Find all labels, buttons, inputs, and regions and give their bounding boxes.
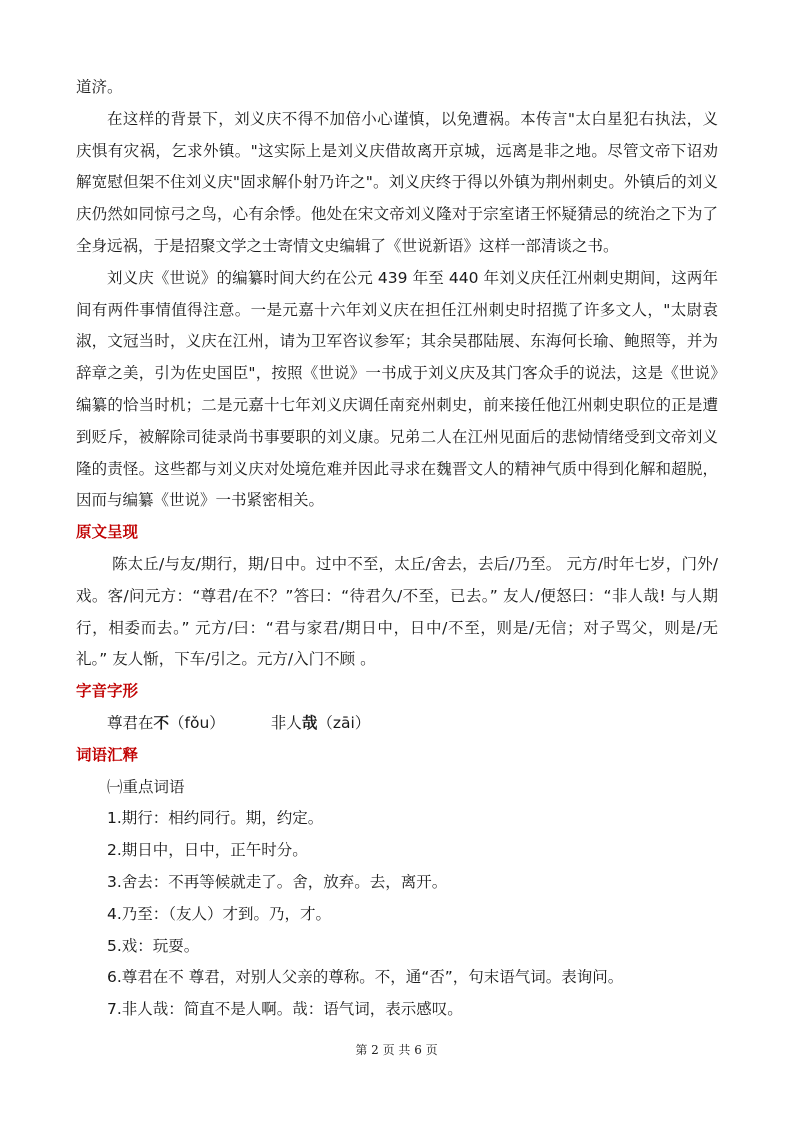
paragraph-1: 道济。 [76,78,123,96]
paragraph-2: 在这样的背景下，刘义庆不得不加倍小心谨慎，以免遭祸。本传言"太白星犯右执法，义庆惧有灾祸，乞求外镇。"这实际上是刘义庆借故离开京城，远离是非之地。尽管文帝下诏劝解宽慰但架不住刘义庆"固求解仆射乃许之"。刘义庆终于得以外镇为荆州刺史。外镇后的刘义庆仍然如同惊弓之鸟，心有余悸。他处在宋文帝刘义隆对于宗室诸王怀疑猜忌的统治之下为了全身远祸，于是招聚文学之士寄情文史编辑了《世说新语》这样一部清谈之书。 [76,109,718,255]
pronunciation-item-1-char: 不 [153,713,170,732]
pronunciation-item-2-text: 非人 [270,713,302,732]
vocabulary-item: 3.舍去：不再等候就走了。舍，放弃。去，离开。 [107,872,448,891]
vocabulary-item: 5.戏：玩耍。 [107,936,200,955]
pronunciation-item-1-pinyin: （fǒu） [169,713,225,732]
heading-original-text: 原文呈现 [76,523,139,542]
heading-pronunciation: 字音字形 [76,682,139,701]
pronunciation-row [76,708,718,740]
vocabulary-item: 6.尊君在不 尊君，对别人父亲的尊称。不，通“否”，句末语气词。表询问。 [107,968,624,987]
vocabulary-subheading: ㈠重点词语 [107,777,185,796]
vocabulary-item: 2.期日中，日中，正午时分。 [107,841,308,860]
vocabulary-item: 7.非人哉：简直不是人啊。哉：语气词，表示感叹。 [107,1000,463,1019]
pronunciation-item-1-text: 尊君在 [107,713,154,732]
document-body [76,72,718,1026]
pronunciation-item-2-char: 哉 [301,713,318,732]
pronunciation-item-2-pinyin: （zāi） [317,713,371,732]
vocabulary-item: 4.乃至：（友人）才到。乃，才。 [107,904,332,923]
paragraph-3: 刘义庆《世说》的编纂时间大约在公元 439 年至 440 年刘义庆任江州刺史期间，这两年间有两件事情值得注意。一是元嘉十六年刘义庆在担任江州刺史时招揽了许多文人，"太尉袁淑，文冠当时，义庆在江州，请为卫军咨议参军；其余吴郡陆展、东海何长瑜、鲍照等，并为辞章之美，引为佐史国臣"，按照《世说》一书成于刘义庆及其门客众手的说法，这是《世说》编纂的恰当时机；二是元嘉十七年刘义庆调任南兖州刺史，前来接任他江州刺史职位的正是遭到贬斥，被解除司徒录尚书事要职的刘义康。兄弟二人在江州见面后的悲恸情绪受到文帝刘义隆的责怪。这些都与刘义庆对处境危难并因此寻求在魏晋文人的精神气质中得到化解和超脱，因而与编纂《世说》一书紧密相关。 [76,268,718,510]
vocabulary-item: 1.期行：相约同行。期，约定。 [107,809,324,828]
heading-vocabulary: 词语汇释 [76,745,139,764]
original-text-passage: 陈太丘/与友/期行，期/日中。过中不至，太丘/舍去，去后/乃至。 元方/时年七岁，门外/戏。客/问元方：“尊君/在不？”答曰：“待君久/不至，已去。” 友人/便怒曰：“非人哉! 与人期行，相委而去。” 元方/曰：“君与家君/期日中，日中/不至，则是/无信；对子骂父，则是/无礼。” 友人惭，下车/引之。元方/入门不顾 。 [76,554,718,669]
page-footer: 第 2 页 共 6 页 [355,1043,438,1057]
